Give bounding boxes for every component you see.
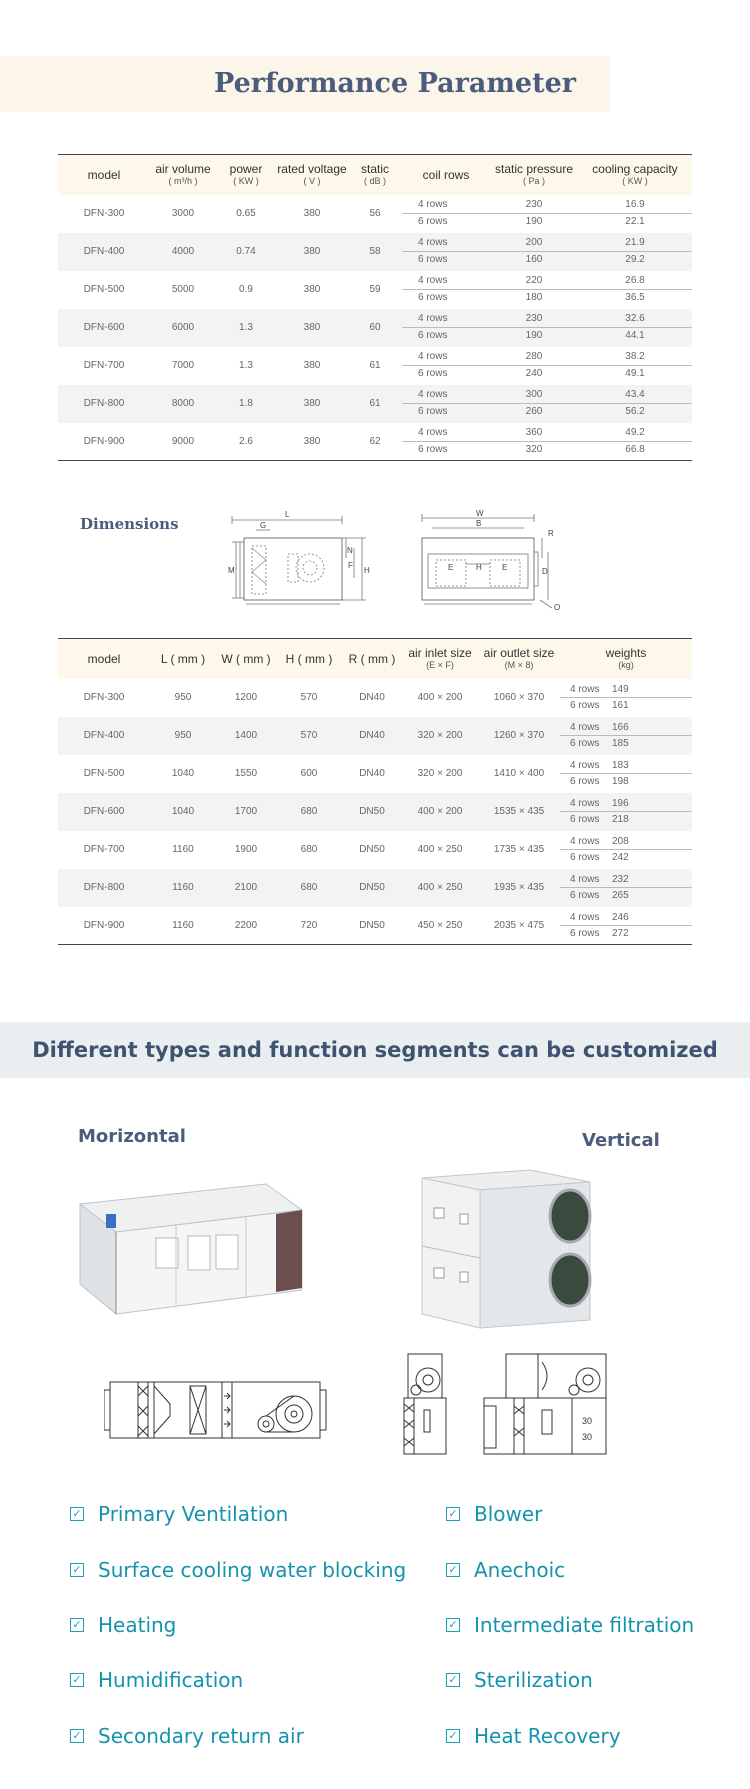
- cell-weights: 4 rows 246 6 rows 272: [560, 907, 692, 945]
- cell-l: 950: [174, 692, 192, 703]
- cell-cooling-capacity: 49.2 66.8: [578, 423, 692, 461]
- cell-h: 570: [300, 692, 318, 703]
- dim-label-g: G: [260, 521, 267, 530]
- cell-static-pressure: 280 240: [490, 347, 578, 385]
- cell-air-volume: 6000: [171, 322, 195, 333]
- cell-voltage: 380: [276, 423, 348, 461]
- cell-static: 58: [369, 246, 381, 257]
- performance-table: [58, 154, 692, 461]
- cell-air-inlet: 400 × 250: [417, 882, 463, 893]
- performance-row: [58, 233, 692, 271]
- dimensions-title: Dimensions: [80, 515, 179, 533]
- cell-air-volume: 4000: [171, 246, 195, 257]
- feature-item: [446, 1724, 621, 1748]
- cell-l: 1040: [171, 806, 195, 817]
- cell-power: 1.3: [239, 360, 253, 371]
- dim-label-b: B: [476, 519, 482, 528]
- feature-item: [70, 1613, 176, 1637]
- cell-model: DFN-900: [58, 907, 150, 945]
- dimensions-row: [58, 869, 692, 907]
- cell-air-volume: 3000: [171, 208, 195, 219]
- feature-label: Surface cooling water blocking: [98, 1558, 407, 1582]
- feature-item: [70, 1724, 304, 1748]
- cell-model: DFN-800: [83, 398, 125, 409]
- performance-row: [58, 195, 692, 233]
- cell-model: DFN-700: [83, 360, 125, 371]
- dim-label-e2: E: [502, 563, 508, 572]
- col-air-inlet: air inlet size (E × F): [402, 639, 478, 679]
- cell-weights: 4 rows 166 6 rows 185: [560, 717, 692, 755]
- cell-h: 680: [300, 844, 318, 855]
- cell-air-inlet: 320 × 200: [417, 730, 463, 741]
- dim-label-e1: E: [448, 563, 454, 572]
- cell-air-inlet: 400 × 250: [417, 844, 463, 855]
- cell-air-outlet: 1260 × 370: [493, 730, 545, 741]
- checkbox-icon: ✓: [70, 1507, 84, 1521]
- cell-l: 1160: [150, 907, 216, 945]
- cell-power: 0.9: [239, 284, 253, 295]
- vertical-label: Vertical: [582, 1130, 660, 1151]
- performance-row: [58, 309, 692, 347]
- svg-text:30: 30: [582, 1416, 593, 1426]
- feature-item: [446, 1502, 542, 1526]
- dim-label-h: H: [364, 566, 370, 575]
- cell-l: 1160: [172, 844, 194, 855]
- feature-label: Sterilization: [474, 1668, 593, 1692]
- dim-label-w: W: [476, 509, 484, 518]
- cell-voltage: 380: [303, 322, 321, 333]
- col-r: R ( mm ): [342, 639, 402, 679]
- feature-item: [446, 1613, 694, 1637]
- cell-power: 0.65: [236, 208, 256, 219]
- feature-item: [70, 1668, 243, 1692]
- cell-h: 570: [300, 730, 318, 741]
- cell-power: 1.8: [239, 398, 253, 409]
- cell-cooling-capacity: 38.2 49.1: [578, 347, 692, 385]
- cell-power: 1.3: [239, 322, 253, 333]
- dim-label-d: D: [542, 567, 548, 576]
- cell-air-volume: 8000: [171, 398, 195, 409]
- cell-w: 1700: [234, 806, 258, 817]
- cell-air-outlet: 1060 × 370: [493, 692, 545, 703]
- dimensions-row: [58, 831, 692, 869]
- cell-cooling-capacity: 16.9 22.1: [578, 195, 692, 233]
- cell-cooling-capacity: 21.9 29.2: [578, 233, 692, 271]
- cell-air-volume: 9000: [150, 423, 216, 461]
- cell-coil-rows: 4 rows 6 rows: [402, 309, 490, 347]
- feature-label: Primary Ventilation: [98, 1502, 289, 1526]
- customize-title: Different types and function segments can be customized: [32, 1038, 718, 1062]
- dimensions-row: [58, 907, 692, 945]
- dim-label-m: M: [228, 566, 235, 575]
- checkbox-icon: ✓: [70, 1729, 84, 1743]
- checkbox-icon: ✓: [446, 1729, 460, 1743]
- dimensions-row: [58, 755, 692, 793]
- col-model: model: [58, 639, 150, 679]
- cell-model: DFN-800: [83, 882, 125, 893]
- col-rated-voltage: rated voltage ( V ): [276, 155, 348, 195]
- checkbox-icon: ✓: [70, 1673, 84, 1687]
- col-power: power ( KW ): [216, 155, 276, 195]
- cell-voltage: 380: [303, 208, 321, 219]
- checkbox-icon: ✓: [446, 1673, 460, 1687]
- dim-label-l: L: [285, 510, 290, 519]
- cell-static-pressure: 230 190: [490, 195, 578, 233]
- cell-r: DN50: [359, 882, 385, 893]
- cell-static-pressure: 200 160: [490, 233, 578, 271]
- cell-air-outlet: 1935 × 435: [493, 882, 545, 893]
- cell-static: 60: [369, 322, 381, 333]
- cell-air-inlet: 400 × 200: [417, 806, 463, 817]
- front-view-diagram: [418, 508, 568, 614]
- performance-row: [58, 423, 692, 461]
- feature-label: Humidification: [98, 1668, 244, 1692]
- cell-air-outlet: 1410 × 400: [493, 768, 545, 779]
- feature-item: [70, 1558, 406, 1582]
- col-static: static ( dB ): [348, 155, 402, 195]
- cell-w: 2100: [234, 882, 258, 893]
- cell-air-inlet: 400 × 200: [417, 692, 463, 703]
- checkbox-icon: ✓: [70, 1563, 84, 1577]
- cell-coil-rows: 4 rows 6 rows: [402, 423, 490, 461]
- cell-coil-rows: 4 rows 6 rows: [402, 271, 490, 309]
- feature-item: [446, 1558, 565, 1582]
- cell-static: 56: [369, 208, 381, 219]
- cell-coil-rows: 4 rows 6 rows: [402, 233, 490, 271]
- cell-coil-rows: 4 rows 6 rows: [402, 195, 490, 233]
- dimensions-row: [58, 793, 692, 831]
- dim-label-f: F: [348, 561, 353, 570]
- dim-label-o: O: [554, 603, 561, 612]
- dimensions-table: [58, 638, 692, 945]
- cell-static: 62: [348, 423, 402, 461]
- cell-model: DFN-700: [83, 844, 125, 855]
- cell-weights: 4 rows 232 6 rows 265: [560, 869, 692, 907]
- feature-label: Heating: [98, 1613, 177, 1637]
- cell-air-inlet: 320 × 200: [417, 768, 463, 779]
- cell-r: DN50: [359, 844, 385, 855]
- cell-air-volume: 7000: [171, 360, 195, 371]
- cell-static: 61: [369, 398, 381, 409]
- cell-r: DN50: [359, 806, 385, 817]
- dim-label-r: R: [548, 529, 554, 538]
- performance-row: [58, 271, 692, 309]
- performance-row: [58, 385, 692, 423]
- cell-static-pressure: 230 190: [490, 309, 578, 347]
- col-h: H ( mm ): [276, 639, 342, 679]
- horizontal-unit-image: [76, 1180, 306, 1318]
- cell-h: 680: [300, 882, 318, 893]
- col-cooling-capacity: cooling capacity ( KW ): [578, 155, 692, 195]
- col-coil-rows: coil rows: [402, 155, 490, 195]
- cell-static-pressure: 300 260: [490, 385, 578, 423]
- cell-model: DFN-900: [58, 423, 150, 461]
- dimensions-row: [58, 679, 692, 717]
- cell-static-pressure: 360 320: [490, 423, 578, 461]
- checkbox-icon: ✓: [70, 1618, 84, 1632]
- cell-r: DN40: [359, 768, 385, 779]
- dim-label-n: N: [347, 546, 353, 555]
- cell-cooling-capacity: 43.4 56.2: [578, 385, 692, 423]
- performance-header-row: [58, 155, 692, 195]
- horizontal-label: Morizontal: [78, 1126, 186, 1147]
- cell-model: DFN-600: [83, 322, 125, 333]
- dim-label-h2: H: [476, 563, 482, 572]
- cell-w: 2200: [216, 907, 276, 945]
- cell-w: 1550: [234, 768, 258, 779]
- cell-air-outlet: 1535 × 435: [493, 806, 545, 817]
- feature-label: Secondary return air: [98, 1724, 304, 1748]
- cell-power: 2.6: [216, 423, 276, 461]
- vertical-unit-image: [420, 1168, 592, 1330]
- cell-power: 0.74: [236, 246, 256, 257]
- cell-static: 61: [369, 360, 381, 371]
- cell-l: 950: [174, 730, 192, 741]
- cell-air-outlet: 2035 × 475: [478, 907, 560, 945]
- col-air-volume: air volume ( m³/h ): [150, 155, 216, 195]
- cell-l: 1160: [172, 882, 194, 893]
- cell-model: DFN-300: [83, 692, 125, 703]
- cell-static: 59: [369, 284, 381, 295]
- feature-label: Intermediate filtration: [474, 1613, 695, 1637]
- cell-r: DN40: [359, 730, 385, 741]
- cell-weights: 4 rows 208 6 rows 242: [560, 831, 692, 869]
- horizontal-schematic: [104, 1376, 334, 1448]
- cell-r: DN40: [359, 692, 385, 703]
- cell-w: 1900: [234, 844, 258, 855]
- side-view-diagram: [222, 508, 382, 614]
- vertical-schematic: [402, 1350, 612, 1458]
- feature-item: [446, 1668, 593, 1692]
- cell-r: DN50: [342, 907, 402, 945]
- performance-row: [58, 347, 692, 385]
- cell-w: 1200: [234, 692, 258, 703]
- cell-w: 1400: [234, 730, 258, 741]
- svg-text:30: 30: [582, 1432, 593, 1442]
- col-weights: weights (kg): [560, 639, 692, 679]
- cell-model: DFN-300: [83, 208, 125, 219]
- cell-model: DFN-600: [83, 806, 125, 817]
- cell-cooling-capacity: 32.6 44.1: [578, 309, 692, 347]
- cell-voltage: 380: [303, 284, 321, 295]
- dimensions-row: [58, 717, 692, 755]
- cell-model: DFN-500: [83, 284, 125, 295]
- col-l: L ( mm ): [150, 639, 216, 679]
- feature-label: Anechoic: [474, 1558, 566, 1582]
- checkbox-icon: ✓: [446, 1618, 460, 1632]
- cell-weights: 4 rows 149 6 rows 161: [560, 679, 692, 717]
- feature-label: Heat Recovery: [474, 1724, 621, 1748]
- cell-model: DFN-400: [83, 730, 125, 741]
- dimensions-header-row: [58, 639, 692, 679]
- cell-h: 680: [300, 806, 318, 817]
- cell-air-inlet: 450 × 250: [402, 907, 478, 945]
- cell-static-pressure: 220 180: [490, 271, 578, 309]
- feature-label: Blower: [474, 1502, 543, 1526]
- cell-air-volume: 5000: [171, 284, 195, 295]
- cell-model: DFN-400: [83, 246, 125, 257]
- checkbox-icon: ✓: [446, 1563, 460, 1577]
- col-static-pressure: static pressure ( Pa ): [490, 155, 578, 195]
- cell-coil-rows: 4 rows 6 rows: [402, 347, 490, 385]
- cell-cooling-capacity: 26.8 36.5: [578, 271, 692, 309]
- col-w: W ( mm ): [216, 639, 276, 679]
- checkbox-icon: ✓: [446, 1507, 460, 1521]
- cell-coil-rows: 4 rows 6 rows: [402, 385, 490, 423]
- cell-h: 600: [300, 768, 318, 779]
- cell-air-outlet: 1735 × 435: [493, 844, 545, 855]
- cell-model: DFN-500: [83, 768, 125, 779]
- cell-l: 1040: [171, 768, 195, 779]
- cell-weights: 4 rows 196 6 rows 218: [560, 793, 692, 831]
- col-air-outlet: air outlet size (M × 8): [478, 639, 560, 679]
- cell-voltage: 380: [303, 246, 321, 257]
- cell-voltage: 380: [303, 360, 321, 371]
- feature-item: [70, 1502, 288, 1526]
- cell-weights: 4 rows 183 6 rows 198: [560, 755, 692, 793]
- cell-voltage: 380: [303, 398, 321, 409]
- cell-h: 720: [276, 907, 342, 945]
- performance-title: Performance Parameter: [214, 68, 576, 99]
- col-model: model: [58, 155, 150, 195]
